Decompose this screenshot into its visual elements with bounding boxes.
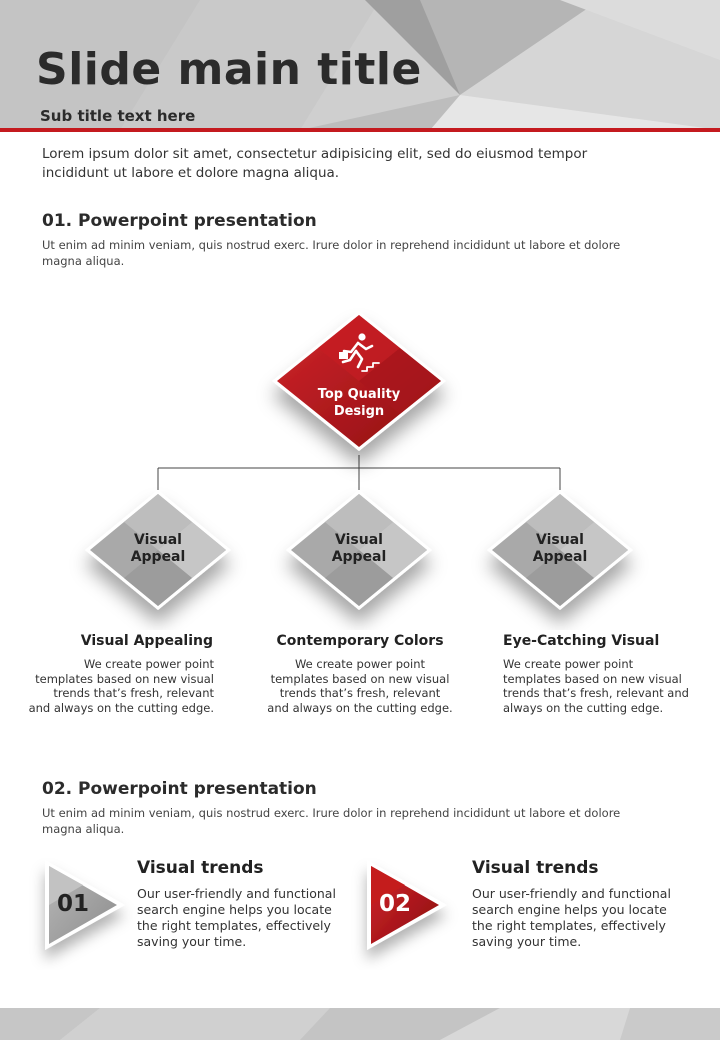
feature-2-text <box>250 657 470 715</box>
node-2-label-line1: Visual <box>335 532 383 548</box>
feature-1-line: We create power point <box>83 657 214 671</box>
feature-3-line: templates based on new visual <box>503 671 682 686</box>
footer-band <box>0 1008 720 1040</box>
node-1-label-line2: Appeal <box>130 549 186 565</box>
intro-text: Lorem ipsum dolor sit amet, consectetur adipisicing elit, sed do eiusmod tempor incididunt ut labore et dolore magna aliqua. <box>42 146 588 181</box>
node-1-label <box>108 532 208 566</box>
top-diamond-label <box>299 386 419 420</box>
feature-3-line: We create power point <box>503 657 634 671</box>
feature-3-text <box>503 657 713 715</box>
trend-1-title: Visual trends <box>137 858 264 878</box>
feature-3-line: always on the cutting edge. <box>503 700 664 715</box>
section2-title: 02. Powerpoint presentation <box>42 779 317 799</box>
connector-lines <box>158 455 560 490</box>
page-title: Slide main title <box>36 44 422 95</box>
hierarchy-diagram <box>0 290 720 630</box>
trend-1-text: Our user-friendly and functional search engine helps you locate the right templates, effectively saving your time. <box>137 886 336 949</box>
top-diamond <box>272 311 446 451</box>
page-subtitle: Sub title text here <box>40 107 196 125</box>
section1-title: 01. Powerpoint presentation <box>42 211 317 231</box>
node-1-label-line1: Visual <box>134 532 182 548</box>
top-label-line1: Top Quality <box>317 387 401 402</box>
node-3-label-line2: Appeal <box>532 549 588 565</box>
header-divider <box>0 128 720 132</box>
feature-1-line: trends that’s fresh, relevant <box>53 686 214 700</box>
feature-3-line: trends that’s fresh, relevant and <box>503 686 689 700</box>
node-2-label <box>309 532 409 566</box>
trend-2-text: Our user-friendly and functional search engine helps you locate the right templates, effectively saving your time. <box>472 886 671 949</box>
footer-background-pattern <box>0 1008 720 1040</box>
header-banner <box>0 0 720 130</box>
feature-2-title: Contemporary Colors <box>276 633 444 649</box>
diagram-shapes <box>0 290 720 630</box>
section2-text: Ut enim ad minim veniam, quis nostrud exerc. Irure dolor in reprehend incididunt ut labore et dolore magna aliqua. <box>42 806 621 836</box>
feature-2-line: We create power point <box>294 657 426 671</box>
node-3-label-line1: Visual <box>536 532 584 548</box>
feature-1-title: Visual Appealing <box>80 633 213 649</box>
top-label-line2: Design <box>333 404 385 419</box>
feature-2-line: templates based on new visual <box>270 671 450 686</box>
feature-1-line: and always on the cutting edge. <box>28 700 214 715</box>
feature-2-line: trends that’s fresh, relevant <box>279 686 441 700</box>
trend-1-number: 01 <box>57 891 90 917</box>
node-3-label <box>510 532 610 566</box>
feature-3-title: Eye-Catching Visual <box>503 633 660 649</box>
trend-2-title: Visual trends <box>472 858 599 878</box>
trend-2-number: 02 <box>379 891 412 917</box>
node-2-label-line2: Appeal <box>331 549 387 565</box>
section1-text: Ut enim ad minim veniam, quis nostrud exerc. Irure dolor in reprehend incididunt ut labore et dolore magna aliqua. <box>42 238 621 268</box>
feature-2-line: and always on the cutting edge. <box>267 700 453 715</box>
feature-1-text <box>20 657 214 715</box>
feature-1-line: templates based on new visual <box>35 671 214 686</box>
